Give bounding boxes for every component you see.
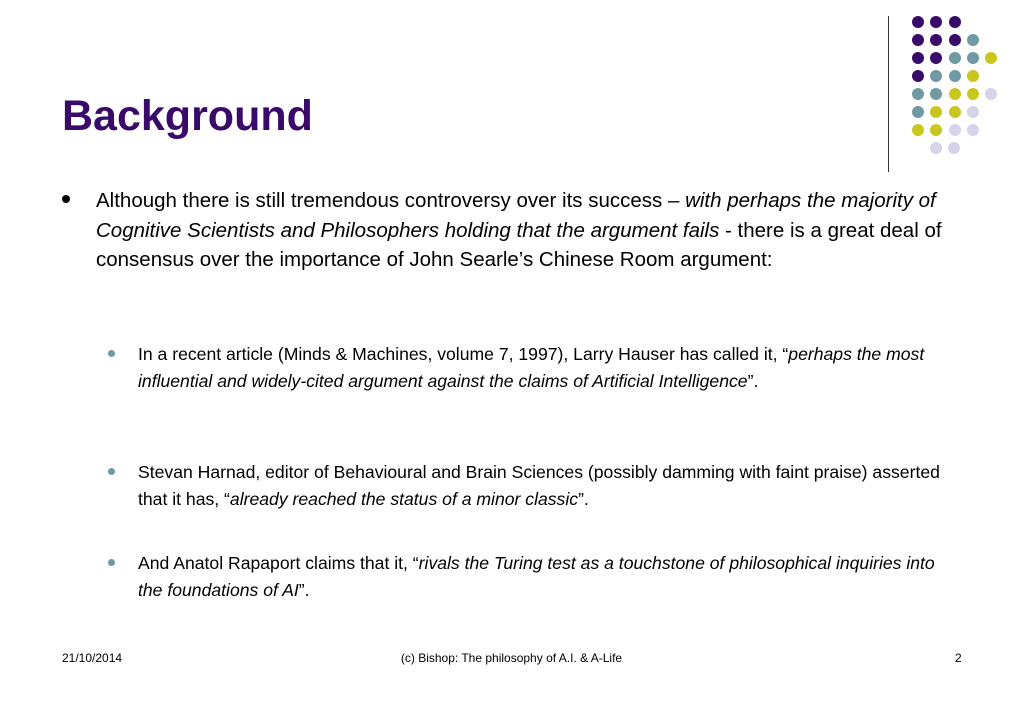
decorative-dot: [930, 16, 942, 28]
decorative-dot: [967, 124, 979, 136]
sub-bullet-text-before: In a recent article (Minds & Machines, volume 7, 1997), Larry Hauser has called it, “: [138, 344, 789, 364]
decorative-dot: [930, 142, 942, 154]
sub-bullet-dot-icon: [108, 468, 115, 475]
bullet-dot-icon: [62, 195, 70, 203]
main-bullet-text-before: Although there is still tremendous controversy over its success –: [96, 189, 686, 212]
decorative-dot: [949, 106, 961, 118]
sub-bullet-text: [138, 341, 958, 394]
decorative-dot: [930, 34, 942, 46]
decorative-dot: [930, 124, 942, 136]
slide-title: Background: [62, 92, 313, 140]
decorative-dot: [912, 16, 924, 28]
decorative-dot-grid: [0, 0, 1023, 170]
decorative-dot: [912, 88, 924, 100]
footer-date: 21/10/2014: [62, 651, 123, 665]
decorative-dot: [967, 88, 979, 100]
sub-bullet-hauser: [108, 341, 958, 394]
decorative-dot: [930, 70, 942, 82]
sub-bullet-quote: perhaps the most influential and widely-cited argument against the claims of Artificial Intelligence: [138, 344, 925, 391]
decorative-dot: [967, 34, 979, 46]
decorative-dot: [967, 52, 979, 64]
sub-bullet-quote: rivals the Turing test as a touchstone of philosophical inquiries into the foundations of AI: [138, 553, 935, 600]
sub-bullet-text-after: ”.: [578, 488, 589, 509]
decorative-dot: [930, 106, 942, 118]
sub-bullet-harnad: [108, 459, 958, 512]
decorative-dot: [949, 34, 961, 46]
decorative-dot: [967, 106, 979, 118]
decorative-dot: [967, 70, 979, 82]
decorative-dot: [912, 52, 924, 64]
decorative-dot: [949, 16, 961, 28]
main-bullet-text-after: - there is a great deal of consensus over the importance of John Searle’s Chinese Room argument:: [96, 218, 942, 272]
main-bullet-text-italic: with perhaps the majority of Cognitive Scientists and Philosophers holding that the argument fails: [96, 189, 936, 242]
sub-bullet-dot-icon: [108, 350, 115, 357]
main-bullet: [62, 186, 962, 275]
main-bullet-text: [96, 186, 962, 275]
sub-bullet-text-after: ”.: [747, 370, 759, 391]
decorative-dot: [948, 142, 960, 154]
sub-bullet-text-before: And Anatol Rapaport claims that it, “: [138, 553, 419, 573]
decorative-dot: [949, 70, 961, 82]
sub-bullet-text-after: ”.: [298, 579, 310, 600]
decorative-dot: [985, 88, 997, 100]
decorative-dot: [912, 70, 924, 82]
decorative-dot: [985, 52, 997, 64]
decorative-dot: [912, 106, 924, 118]
footer-page-number: 2: [955, 651, 962, 665]
decorative-dot: [930, 52, 942, 64]
sub-bullet-dot-icon: [108, 559, 115, 566]
sub-bullet-text: [138, 550, 958, 603]
decorative-dot: [912, 124, 924, 136]
footer-title: (c) Bishop: The philosophy of A.I. & A-Life: [400, 651, 623, 665]
sub-bullet-rapaport: [108, 550, 958, 603]
decorative-dot: [912, 34, 924, 46]
decorative-dot: [949, 52, 961, 64]
decorative-dot: [949, 124, 961, 136]
decorative-dot: [949, 88, 961, 100]
sub-bullet-quote: already reached the status of a minor classic: [229, 488, 579, 509]
sub-bullet-text: [138, 459, 958, 512]
sub-bullet-text-before: Stevan Harnad, editor of Behavioural and Brain Sciences (possibly damming with faint praise) asserted that it has, “: [138, 462, 940, 509]
decorative-dot: [930, 88, 942, 100]
